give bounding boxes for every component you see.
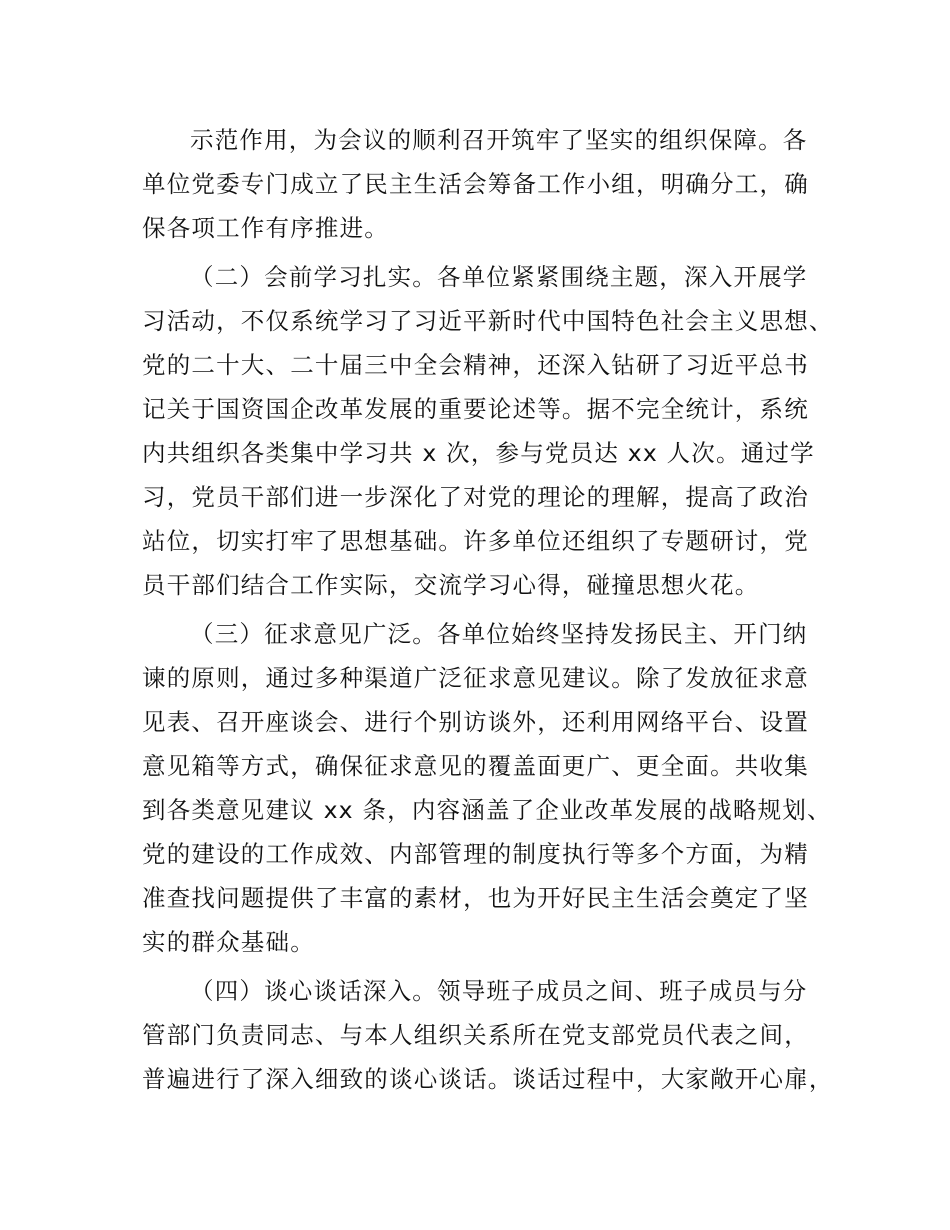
text-line: 党的二十大、二十届三中全会精神，还深入钻研了习近平总书 bbox=[142, 351, 809, 379]
text-line: 单位党委专门成立了民主生活会筹备工作小组，明确分工，确 bbox=[142, 170, 809, 198]
text-line: 准查找问题提供了丰富的素材，也为开好民主生活会奠定了坚 bbox=[142, 884, 809, 912]
text-line: 管部门负责同志、与本人组织关系所在党支部党员代表之间， bbox=[142, 1021, 809, 1049]
text-line: 党的建设的工作成效、内部管理的制度执行等多个方面，为精 bbox=[142, 840, 809, 868]
text-line: 习活动，不仅系统学习了习近平新时代中国特色社会主义思想、 bbox=[142, 307, 834, 335]
text-line: 示范作用，为会议的顺利召开筑牢了坚实的组织保障。各 bbox=[190, 126, 808, 154]
text-line: 保各项工作有序推进。 bbox=[142, 214, 389, 242]
text-line: 站位，切实打牢了思想基础。许多单位还组织了专题研讨，党 bbox=[142, 527, 809, 555]
text-line: 员干部们结合工作实际，交流学习心得，碰撞思想火花。 bbox=[142, 571, 760, 599]
text-line: 内共组织各类集中学习共 x 次，参与党员达 xx 人次。通过学 bbox=[142, 439, 815, 467]
text-line: 实的群众基础。 bbox=[142, 928, 315, 956]
text-line: 习，党员干部们进一步深化了对党的理论的理解，提高了政治 bbox=[142, 483, 809, 511]
text-line: 普遍进行了深入细致的谈心谈话。谈话过程中，大家敞开心扉， bbox=[142, 1065, 834, 1093]
text-line: 谏的原则，通过多种渠道广泛征求意见建议。除了发放征求意 bbox=[142, 664, 809, 692]
text-line: 意见箱等方式，确保征求意见的覆盖面更广、更全面。共收集 bbox=[142, 752, 809, 780]
text-line: 记关于国资国企改革发展的重要论述等。据不完全统计，系统 bbox=[142, 395, 809, 423]
text-line: （四）谈心谈话深入。领导班子成员之间、班子成员与分 bbox=[190, 977, 808, 1005]
text-line: 见表、召开座谈会、进行个别访谈外，还利用网络平台、设置 bbox=[142, 708, 809, 736]
text-line: （三）征求意见广泛。各单位始终坚持发扬民主、开门纳 bbox=[190, 620, 808, 648]
text-line: 到各类意见建议 xx 条，内容涵盖了企业改革发展的战略规划、 bbox=[142, 796, 832, 824]
text-line: （二）会前学习扎实。各单位紧紧围绕主题，深入开展学 bbox=[190, 263, 808, 291]
